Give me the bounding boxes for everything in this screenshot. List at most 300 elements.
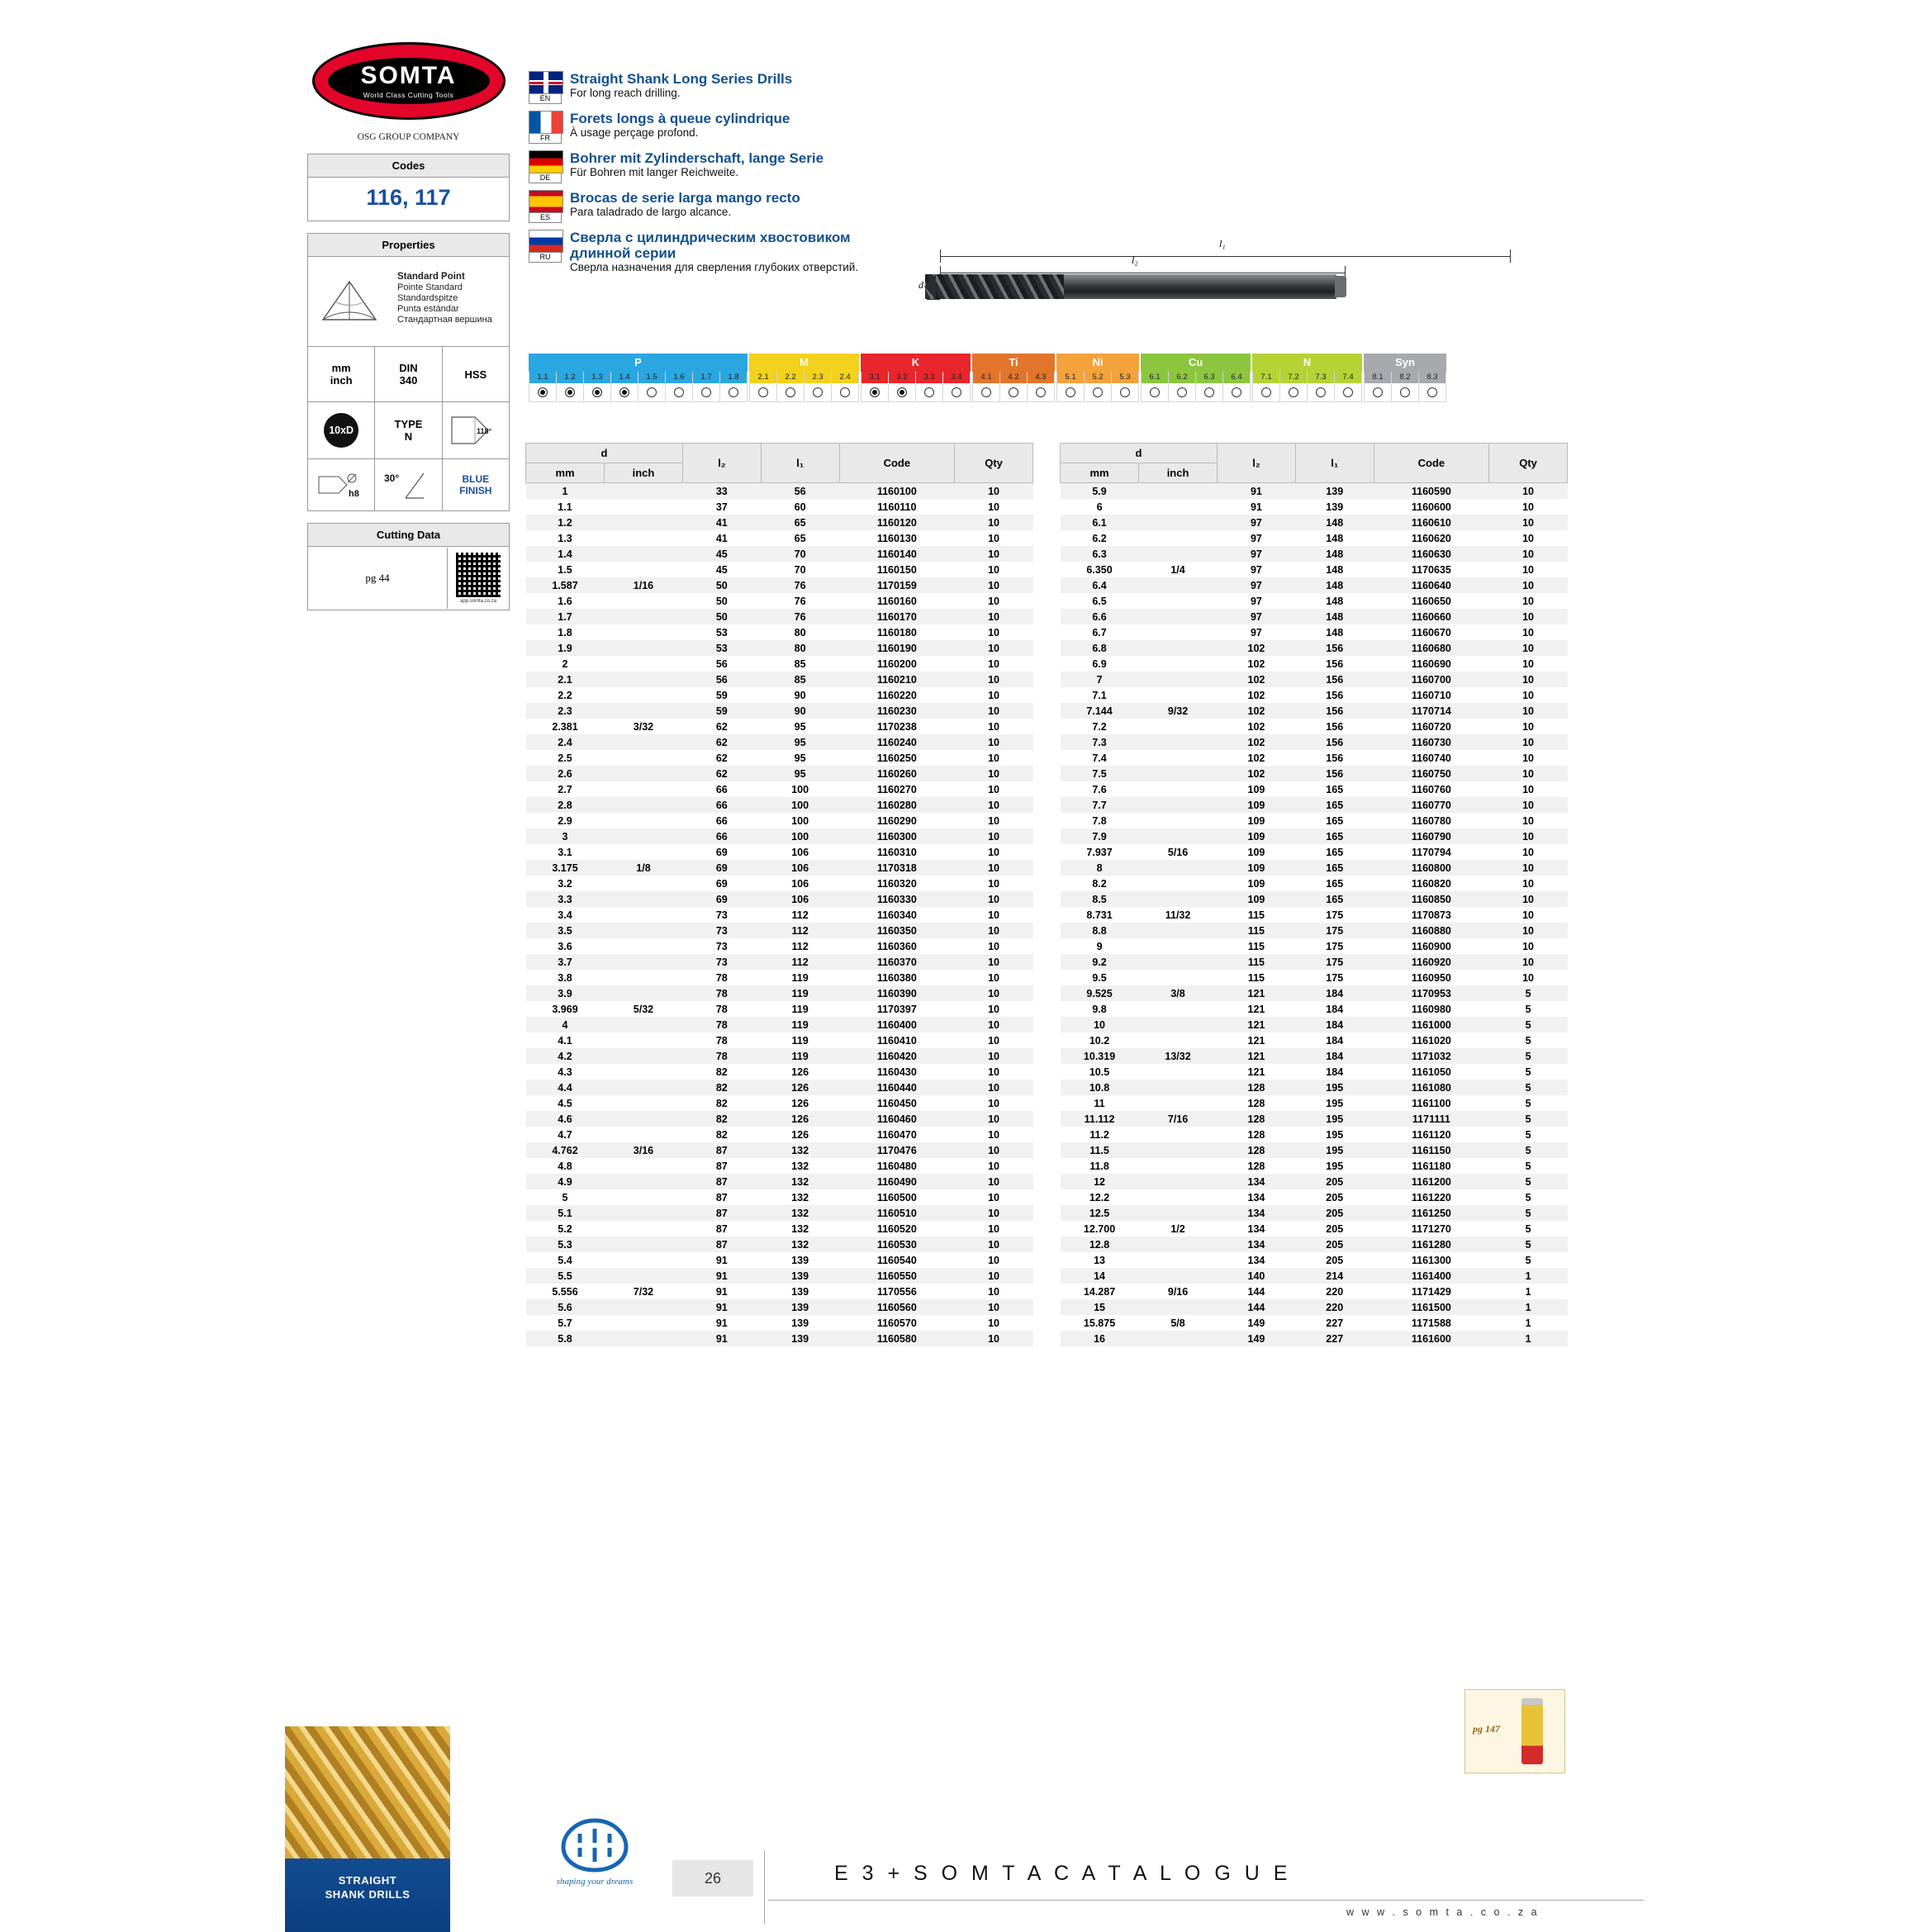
table-row [526,1331,1033,1346]
cell-mm: 7.7 [1092,799,1107,811]
cell-l2: 97 [1250,610,1262,623]
cell-qty: 10 [988,1113,999,1125]
cell-code: 1160610 [1411,516,1451,529]
cell-in [605,1299,683,1315]
cell-l1: 148 [1326,610,1344,623]
flag-de [529,150,562,183]
cell-in: 3/8 [1170,987,1185,999]
cell-qty: 5 [1525,1160,1531,1172]
rating-dot-filled-icon [565,387,575,397]
cell-mm: 4.9 [558,1175,572,1188]
cell-qty: 10 [988,1317,999,1329]
cell-qty: 10 [988,940,999,952]
cell-qty: 10 [988,563,999,576]
cell-l2: 91 [715,1317,728,1329]
cell-qty: 10 [988,799,999,811]
table-row [526,1127,1033,1142]
material-cell-code: 1.6 [666,372,692,383]
cell-mm: 3.3 [558,893,572,905]
cell-qty: 10 [988,1254,999,1266]
cell-in [605,1017,683,1032]
material-rating-dot-wrap [1196,383,1222,401]
table-row [526,907,1033,923]
cell-qty: 10 [1522,783,1535,795]
point-angle-icon [447,411,505,450]
cell-code: 1161080 [1411,1081,1451,1094]
cell-mm: 2.3 [558,705,572,717]
cell-code: 1160900 [1411,940,1451,952]
material-cell-code: 3.1 [862,372,888,383]
title-es: Brocas de serie larga mango recto [570,190,800,206]
cell-code: 1161300 [1411,1254,1451,1266]
cell-code: 1160780 [1411,814,1451,827]
cell-code: 1160720 [1411,720,1451,733]
cell-mm: 6 [1096,501,1103,513]
cell-mm: 6.6 [1092,610,1107,623]
rating-dot-empty-icon [1204,387,1214,397]
material-group-label: Syn [1364,354,1446,372]
table-row [526,828,1033,844]
left-panel [307,40,510,610]
table-row [526,656,1033,672]
cell-qty: 5 [1525,1238,1531,1251]
cell-in [1139,1174,1218,1189]
table-row [526,781,1033,797]
cell-l1: 95 [794,720,806,733]
cell-l1: 156 [1326,657,1344,670]
table-row [526,672,1033,687]
cell-mm: 5.7 [558,1317,572,1329]
cell-l1: 175 [1326,940,1344,952]
th-l2-right: l₂ [1218,444,1296,483]
table-row [526,1189,1033,1205]
title-row-en [529,71,909,104]
cell-mm: 6.3 [1092,548,1107,560]
cell-mm: 13 [1094,1254,1105,1266]
cell-l1: 100 [791,830,809,843]
cell-qty: 10 [988,626,999,638]
material-group-label: Ni [1056,354,1139,372]
cell-mm: 6.9 [1092,657,1107,670]
cell-l1: 112 [791,909,809,921]
table-row [1061,1221,1568,1237]
cell-code: 1160100 [876,485,917,497]
cell-qty: 5 [1525,1144,1531,1156]
cell-qty: 10 [988,1034,999,1047]
cell-l1: 100 [791,814,809,827]
cell-l1: 132 [791,1238,809,1251]
cell-l2: 115 [1247,940,1265,952]
cell-l2: 115 [1247,971,1265,984]
cell-code: 1170318 [876,862,917,874]
cell-code: 1160120 [876,516,917,529]
cell-l2: 82 [715,1081,728,1094]
cell-qty: 10 [1522,673,1535,686]
cell-l2: 109 [1247,814,1265,827]
cell-in [605,483,683,500]
svg-text:118°: 118° [476,427,491,435]
material-rating-dot-wrap [720,383,747,401]
cell-qty: 10 [988,689,999,701]
table-row [526,499,1033,515]
cell-qty: 10 [988,1222,999,1235]
cell-in [605,624,683,640]
flag-fr [529,111,562,144]
cell-qty: 5 [1525,1113,1531,1125]
cell-l1: 148 [1326,579,1344,591]
cell-qty: 10 [988,1191,999,1203]
cell-code: 1161050 [1411,1066,1451,1078]
cell-code: 1171429 [1411,1285,1451,1298]
cell-mm: 11.2 [1089,1128,1109,1141]
rating-dot-empty-icon [1373,387,1383,397]
cell-l1: 148 [1326,532,1344,544]
cell-l1: 195 [1326,1160,1344,1172]
cell-l1: 139 [1326,501,1344,513]
cell-in [605,1252,683,1268]
cell-code: 1170794 [1411,846,1451,858]
cell-code: 1160480 [876,1160,917,1172]
cell-mm: 3.9 [558,987,572,999]
cell-code: 1161200 [1411,1175,1451,1188]
prop-depth [308,402,375,458]
material-rating-dot-wrap [1253,383,1279,401]
cell-mm: 12.8 [1089,1238,1110,1251]
cell-l1: 175 [1326,956,1344,968]
cell-qty: 10 [988,642,999,654]
cell-l2: 87 [715,1144,728,1156]
cell-code: 1160510 [876,1207,917,1219]
cell-l1: 205 [1326,1175,1344,1188]
table-row [1061,515,1568,530]
cell-l2: 53 [715,642,728,654]
cell-in [605,923,683,938]
table-row [526,530,1033,546]
cell-mm: 5.6 [558,1301,572,1313]
cell-qty: 10 [988,1270,999,1282]
cell-l1: 184 [1326,987,1344,999]
cell-l2: 37 [715,501,728,513]
cell-in [1139,1017,1218,1032]
material-cell-code: 5.1 [1057,372,1084,383]
cell-in [1139,766,1218,781]
cell-code: 1171111 [1412,1113,1450,1125]
footer-category-band [285,1726,450,1932]
cell-l1: 156 [1326,673,1344,686]
cell-mm: 9 [1096,940,1103,952]
cell-in [605,1331,683,1346]
material-cell [1057,372,1085,401]
material-cell-code: 2.4 [832,372,858,383]
material-groups-bar [529,354,1564,402]
cell-in [1139,577,1218,593]
table-row [1061,530,1568,546]
cell-l2: 97 [1250,516,1262,529]
cell-qty: 1 [1525,1332,1531,1345]
cell-l1: 85 [794,673,806,686]
material-rating-dot-wrap [1000,383,1027,401]
cell-l2: 66 [715,783,728,795]
cell-qty: 10 [1522,548,1535,560]
cell-in [1139,515,1218,530]
cell-qty: 5 [1525,1034,1531,1047]
cell-l1: 175 [1326,971,1344,984]
cell-code: 1160880 [1411,924,1451,937]
table-row [526,1048,1033,1064]
material-cell [750,372,777,401]
cell-qty: 10 [1522,799,1535,811]
cell-code: 1171270 [1411,1222,1451,1235]
cell-l1: 175 [1326,924,1344,937]
prop-hss: HSS [464,368,487,381]
cell-mm: 9.5 [1092,971,1107,984]
table-row [526,1158,1033,1174]
point-fr: Pointe Standard [397,282,463,292]
table-row [1061,1001,1568,1017]
cell-l2: 73 [715,956,728,968]
prop-point-angle [443,402,509,458]
subtitle-de: Für Bohren mit langer Reichweite. [570,166,739,178]
cell-qty: 10 [988,548,999,560]
table-row [1061,624,1568,640]
cell-code: 1160650 [1411,595,1451,607]
website-url[interactable]: w w w . s o m t a . c o . z a [1346,1906,1540,1918]
table-row [526,891,1033,907]
rating-dot-empty-icon [1150,387,1160,397]
cell-code: 1160950 [1411,971,1451,984]
material-cell [1142,372,1169,401]
cell-l1: 205 [1326,1238,1344,1251]
properties-title: Properties [308,234,509,257]
material-cell [557,372,584,401]
cell-code: 1160520 [876,1222,917,1235]
cell-in [1139,640,1218,656]
cell-l1: 65 [794,532,806,544]
th-d-left: d [526,444,683,463]
cell-in: 3/16 [633,1144,654,1156]
cell-l1: 148 [1326,563,1344,576]
cell-in [605,1158,683,1174]
table-row [1061,577,1568,593]
cell-code: 1160360 [876,940,917,952]
cell-qty: 10 [988,705,999,717]
th-inch-right: inch [1139,463,1218,483]
title-ru: Сверла с цилиндрическим хвостовиком длинной серии [570,230,851,261]
cell-l1: 139 [791,1301,809,1313]
material-group-p [529,354,748,402]
cell-l2: 144 [1247,1301,1265,1313]
cell-l1: 184 [1326,1050,1344,1062]
material-rating-dot-wrap [832,383,858,401]
table-row [1061,672,1568,687]
cell-l1: 132 [791,1160,809,1172]
cell-mm: 7.144 [1086,705,1113,717]
codes-value: 116, 117 [366,185,451,210]
table-row [526,923,1033,938]
table-row [1061,546,1568,562]
cell-l1: 165 [1326,814,1344,827]
point-en: Standard Point [397,272,465,282]
table-row [526,719,1033,734]
cell-qty: 5 [1525,1003,1531,1015]
cell-l2: 134 [1247,1207,1265,1219]
material-group-label: P [529,354,748,372]
material-group-label: K [861,354,971,372]
cell-l2: 69 [715,877,728,890]
cell-code: 1160470 [876,1128,917,1141]
cell-l2: 149 [1247,1332,1265,1345]
material-rating-dot-wrap [611,383,638,401]
cell-code: 1160580 [876,1332,917,1345]
cell-code: 1160370 [876,956,917,968]
cell-in [1139,891,1218,907]
cell-code: 1161250 [1411,1207,1451,1219]
material-cell [1392,372,1419,401]
rating-dot-filled-icon [619,387,629,397]
cell-l1: 80 [794,626,806,638]
material-cell-code: 5.3 [1112,372,1138,383]
cell-code: 1160670 [1411,626,1451,638]
osg-slogan: shaping your dreams [556,1877,634,1887]
table-row [1061,1284,1568,1299]
cell-l2: 82 [715,1097,728,1109]
cell-qty: 10 [988,532,999,544]
cell-code: 1170238 [876,720,917,733]
cell-mm: 1.1 [558,501,572,513]
cell-code: 1160820 [1411,877,1451,890]
promo-box[interactable] [1464,1689,1565,1773]
cell-code: 1160980 [1411,1003,1451,1015]
cell-l2: 109 [1247,893,1265,905]
subtitle-ru: Сверла назначения для сверления глубоких отверстий. [570,261,859,273]
cell-code: 1160390 [876,987,917,999]
cell-in [605,1111,683,1127]
material-rating-dot-wrap [805,383,831,401]
material-cell-code: 2.1 [750,372,776,383]
cell-in [605,828,683,844]
title-row-fr [529,111,909,144]
cell-l1: 126 [791,1081,809,1094]
cell-mm: 8.731 [1086,909,1113,921]
cell-l1: 165 [1326,799,1344,811]
cell-in [605,734,683,750]
th-mm-right: mm [1061,463,1139,483]
rating-dot-empty-icon [701,387,711,397]
cell-code: 1160130 [876,532,917,544]
th-qty-left: Qty [955,444,1033,483]
cell-l2: 33 [715,485,728,497]
cell-l2: 115 [1247,909,1265,921]
cell-code: 1160140 [876,548,917,560]
cell-qty: 10 [1522,924,1535,937]
cell-code: 1160700 [1411,673,1451,686]
material-group-k [861,354,971,402]
cell-qty: 10 [988,862,999,874]
cell-in [1139,750,1218,766]
cell-code: 1160300 [876,830,917,843]
th-qty-right: Qty [1489,444,1568,483]
table-row [1061,1174,1568,1189]
material-cell-code: 2.2 [777,372,804,383]
cell-qty: 10 [1522,814,1535,827]
cell-in [605,813,683,828]
rating-dot-empty-icon [674,387,684,397]
cell-l2: 128 [1247,1128,1265,1141]
drill-point-icon [316,273,391,331]
material-rating-dot-wrap [1335,383,1361,401]
material-cell [1335,372,1361,401]
cell-qty: 10 [988,1066,999,1078]
table-row [526,1237,1033,1252]
material-cell [777,372,805,401]
cell-mm: 2.9 [558,814,572,827]
cell-in [605,1268,683,1284]
cell-qty: 10 [988,501,999,513]
cell-code: 1160160 [876,595,917,607]
cell-qty: 10 [988,814,999,827]
cell-l2: 102 [1247,767,1265,780]
cell-mm: 12.2 [1089,1191,1110,1203]
rating-dot-empty-icon [952,387,961,397]
qr-code-icon[interactable] [456,553,501,597]
cell-in [1139,781,1218,797]
drill-tip [924,274,936,299]
cell-qty: 10 [988,1003,999,1015]
cell-l2: 78 [715,1034,728,1047]
material-group-label: N [1252,354,1362,372]
cell-in [1139,546,1218,562]
cell-l1: 156 [1326,767,1344,780]
cell-in: 1/2 [1170,1222,1185,1235]
material-rating-dot-wrap [1057,383,1084,401]
cell-qty: 5 [1525,1050,1531,1062]
point-description [397,272,492,325]
cell-code: 1160710 [1411,689,1451,701]
material-rating-dot-wrap [973,383,999,401]
codes-title: Codes [308,154,509,178]
qr-code[interactable] [447,548,509,609]
cell-mm: 3 [562,830,568,843]
cell-mm: 5.8 [558,1332,572,1345]
cell-mm: 14.287 [1083,1285,1116,1298]
cell-mm: 8 [1096,862,1103,874]
cell-l1: 132 [791,1175,809,1188]
cell-l2: 91 [1250,501,1262,513]
table-row [526,624,1033,640]
rating-dot-empty-icon [1400,387,1410,397]
spray-can-icon [1521,1698,1543,1764]
material-cell [805,372,832,401]
cell-l1: 139 [1326,485,1344,497]
material-cell [638,372,666,401]
rating-dot-empty-icon [1009,387,1018,397]
table-row [526,1064,1033,1080]
cell-qty: 5 [1525,1175,1531,1188]
cell-l2: 91 [715,1254,728,1266]
material-cell-code: 1.8 [720,372,747,383]
cell-l1: 112 [791,956,809,968]
cell-mm: 7.5 [1092,767,1107,780]
cell-code: 1170873 [1411,909,1451,921]
cell-code: 1160760 [1411,783,1451,795]
logo-text: SOMTA [360,61,457,89]
cell-l2: 45 [715,548,728,560]
material-rating-dot-wrap [1392,383,1418,401]
cell-l2: 97 [1250,579,1262,591]
cell-code: 1160600 [1411,501,1451,513]
cell-qty: 1 [1525,1285,1531,1298]
cell-l2: 66 [715,814,728,827]
